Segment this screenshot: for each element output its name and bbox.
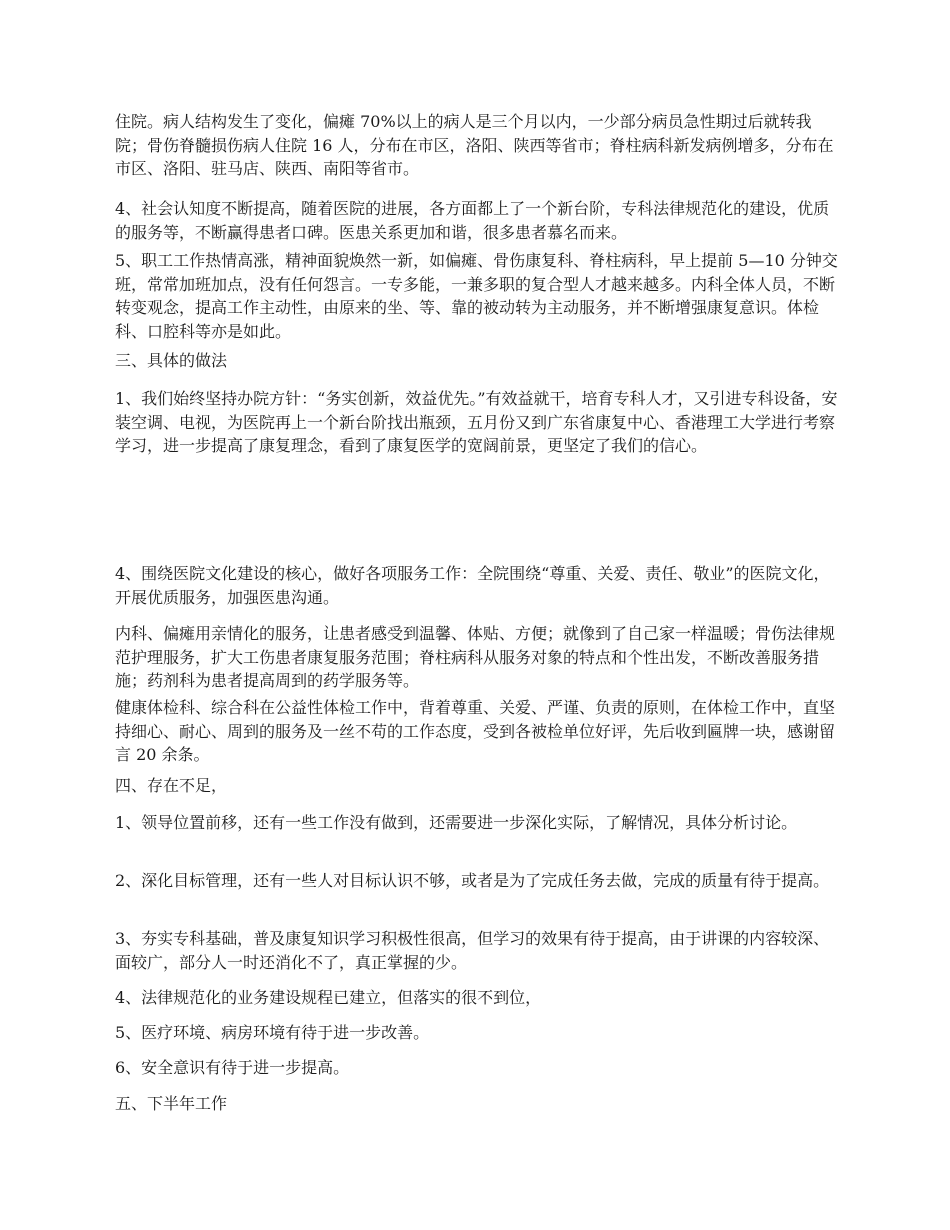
paragraph-staff-enthusiasm: 5、职工工作热情高涨，精神面貌焕然一新，如偏瘫、骨伤康复科、脊柱病科，早上提前 5—10 分钟交班，常常加班加点，没有任何怨言。一专多能，一兼多职的复合型人才越来越多。内科全体人员，不断转变观念，提高工作主动性，由原来的坐、等、靠的被动转为主动服务，并不断增强康复意识。体检科、口腔科等亦是如此。 — [115, 251, 838, 341]
paragraph-shortcoming-1: 1、领导位置前移，还有一些工作没有做到，还需要进一步深化实际，了解情况，具体分析讨论。 — [115, 813, 798, 832]
paragraph-patient-structure: 住院。病人结构发生了变化，偏瘫 70%以上的病人是三个月以内，一少部分病员急性期过后就转我院；骨伤脊髓损伤病人住院 16 人，分布在市区，洛阳、陕西等省市；脊柱病科新发病例增多，分布在市区、洛阳、驻马店、陕西、南阳等省市。 — [115, 112, 834, 178]
paragraph-internal-medicine: 内科、偏瘫用亲情化的服务，让患者感受到温馨、体贴、方便；就像到了自己家一样温暖；骨伤法律规范护理服务，扩大工伤患者康复服务范围；脊柱病科从服务对象的特点和个性出发，不断改善服务措施；药剂科为患者提高周到的药学服务等。 — [115, 624, 836, 690]
paragraph-shortcoming-6: 6、安全意识有待于进一步提高。 — [115, 1058, 350, 1077]
paragraph-shortcoming-4: 4、法律规范化的业务建设规程已建立，但落实的很不到位， — [115, 988, 542, 1007]
paragraph-health-checkup: 健康体检科、综合科在公益性体检工作中，背着尊重、关爱、严谨、负责的原则，在体检工作中，直坚持细心、耐心、周到的服务及一丝不苟的工作态度，受到各被检单位好评，先后收到匾牌一块，感谢留言 20 余条。 — [115, 698, 836, 764]
paragraph-shortcoming-2: 2、深化目标管理，还有一些人对目标认识不够，或者是为了完成任务去做，完成的质量有待于提高。 — [115, 871, 830, 890]
section-heading-second-half: 五、下半年工作 — [115, 1094, 228, 1113]
paragraph-shortcoming-5: 5、医疗环境、病房环境有待于进一步改善。 — [115, 1023, 430, 1042]
paragraph-hospital-culture: 4、围绕医院文化建设的核心，做好各项服务工作：全院围绕“尊重、关爱、责任、敬业”的医院文化，开展优质服务，加强医患沟通。 — [115, 564, 830, 607]
section-heading-shortcomings: 四、存在不足， — [115, 776, 228, 795]
paragraph-shortcoming-3: 3、夯实专科基础，普及康复知识学习积极性很高，但学习的效果有待于提高，由于讲课的内容较深、面较广，部分人一时还消化不了，真正掌握的少。 — [115, 929, 830, 972]
paragraph-social-recognition: 4、社会认知度不断提高，随着医院的进展，各方面都上了一个新台阶，专科法律规范化的建设，优质的服务等，不断赢得患者口碑。医患关系更加和谐，很多患者慕名而来。 — [115, 199, 830, 242]
paragraph-hospital-policy: 1、我们始终坚持办院方针：“务实创新，效益优先。”有效益就干，培育专科人才，又引进专科设备，安装空调、电视，为医院再上一个新台阶找出瓶颈，五月份又到广东省康复中心、香港理工大学进行考察学习，进一步提高了康复理念，看到了康复医学的宽阔前景，更坚定了我们的信心。 — [115, 389, 838, 455]
section-heading-methods: 三、具体的做法 — [115, 351, 228, 370]
